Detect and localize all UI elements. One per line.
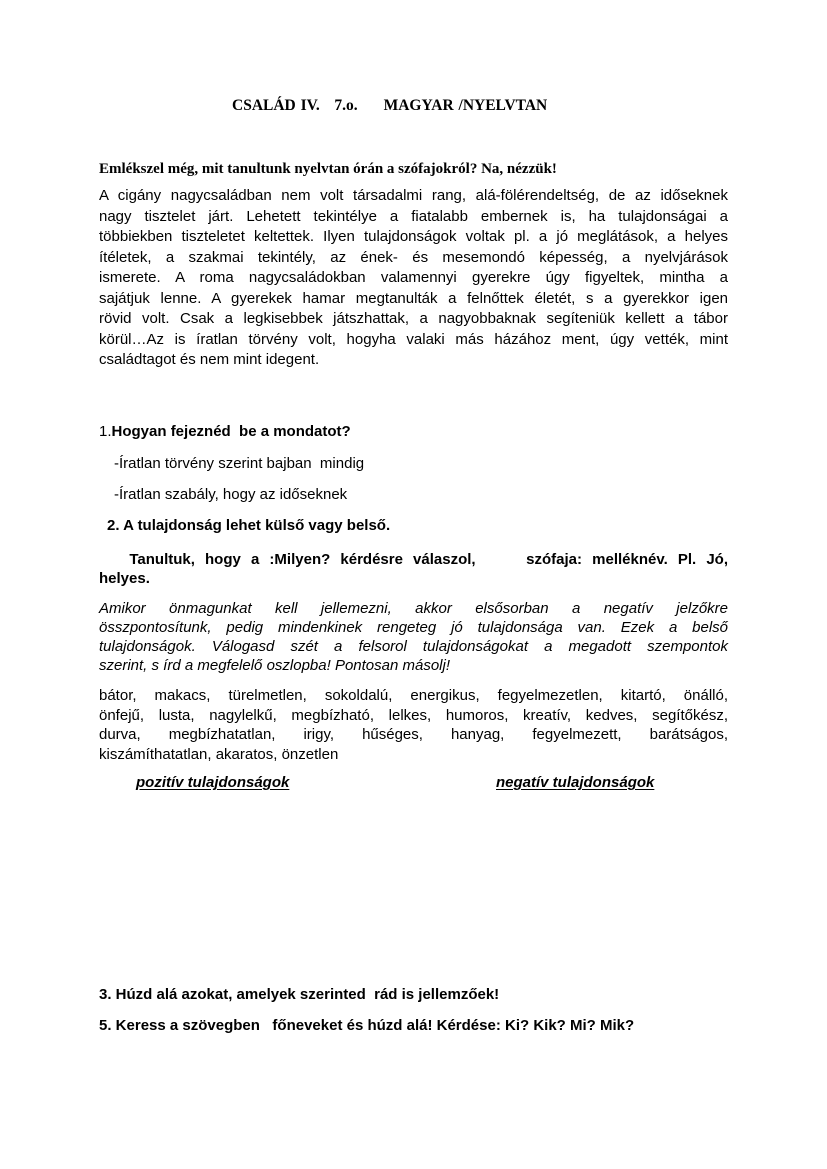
- page-title: [232, 97, 547, 115]
- adjective-line: kiszámíthatatlan, akaratos, önzetlen: [99, 745, 339, 763]
- adjective-line: bátor, makacs, türelmetlen, sokoldalú, energikus, fegyelmezetlen, kitartó, önálló,: [99, 687, 728, 704]
- instruction-line: szerint, s írd a megfelelő oszlopba! Pontosan másolj!: [99, 657, 451, 674]
- task1-number: 1.: [99, 423, 112, 440]
- task2-instruction: [99, 599, 728, 675]
- intro-line: családtagot és nem mint idegent.: [99, 351, 320, 368]
- intro-line: körül…Az is íratlan törvény volt, hogyha valaki más házához ment, úgy vették, mint: [99, 330, 728, 348]
- instruction-line: Amikor önmagunkat kell jellemezni, akkor elsősorban a negatív jelzőkre: [99, 600, 728, 617]
- adjective-line: önfejű, lusta, nagylelkű, megbízható, lelkes, humoros, kreatív, kedves, segítőkész,: [99, 706, 728, 724]
- title-left: CSALÁD IV. 7.o.: [232, 97, 358, 114]
- intro-line: ítéletek, a szakmai tekintély, az ének- és mesemondó képesség, a nyelvjárások: [99, 248, 728, 266]
- task1-question: [99, 423, 351, 440]
- task1-question-text: Hogyan fejeznéd be a mondatot?: [111, 423, 351, 440]
- task5-question: 5. Keress a szövegben főneveket és húzd alá! Kérdése: Ki? Kik? Mi? Mik?: [99, 1017, 635, 1034]
- intro-line: többiekben tiszteletet keltettek. Ilyen tulajdonságok voltak pl. a jó meglátások, a helyes: [99, 228, 728, 245]
- task2-heading: 2. A tulajdonság lehet külső vagy belső.: [107, 517, 391, 534]
- intro-line: ismerete. A roma nagycsaládokban valamennyi gyerekre úgy figyeltek, mintha a: [99, 269, 728, 286]
- positive-column-heading: pozitív tulajdonságok: [136, 774, 290, 791]
- explanation-line: helyes.: [99, 570, 150, 587]
- title-right: MAGYAR /NYELVTAN: [383, 97, 548, 114]
- negative-column-heading: negatív tulajdonságok: [496, 774, 655, 791]
- intro-line: sajátjuk lenne. A gyerekek hamar megtanulták a felnőttek életét, s a gyerekkor igen: [99, 289, 728, 307]
- explanation-line: Tanultuk, hogy a :Milyen? kérdésre válaszol, szófaja: melléknév. Pl. Jó,: [99, 551, 728, 568]
- adjective-list: [99, 686, 728, 764]
- instruction-line: összpontosítunk, pedig mindenkinek rengeteg jó tulajdonsága van. Ezek a belső: [99, 619, 728, 636]
- intro-line: A cigány nagycsaládban nem volt társadalmi rang, alá-fölérendeltség, de az időseknek: [99, 187, 728, 204]
- instruction-line: tulajdonságok. Válogasd szét a felsorol tulajdonságokat a megadott szempontok: [99, 638, 728, 655]
- task2-explanation: [99, 550, 728, 588]
- task1-item: -Íratlan szabály, hogy az időseknek: [114, 486, 348, 503]
- task1-item: -Íratlan törvény szerint bajban mindig: [114, 455, 365, 472]
- intro-line: rövid volt. Csak a legkisebbek játszhattak, a nagyobbaknak segíteniük kellett a tábor: [99, 310, 728, 327]
- intro-question: Emlékszel még, mit tanultunk nyelvtan órán a szófajokról? Na, nézzük!: [99, 161, 557, 177]
- intro-paragraph: [99, 186, 728, 371]
- adjective-line: durva, megbízhatatlan, irigy, hűséges, hanyag, fegyelmezett, barátságos,: [99, 726, 728, 743]
- intro-line: nagy tisztelet járt. Lehetett tekintélye a fiatalabb embernek is, ha tulajdonságai a: [99, 207, 728, 225]
- task3-question: 3. Húzd alá azokat, amelyek szerinted rád is jellemzőek!: [99, 986, 500, 1003]
